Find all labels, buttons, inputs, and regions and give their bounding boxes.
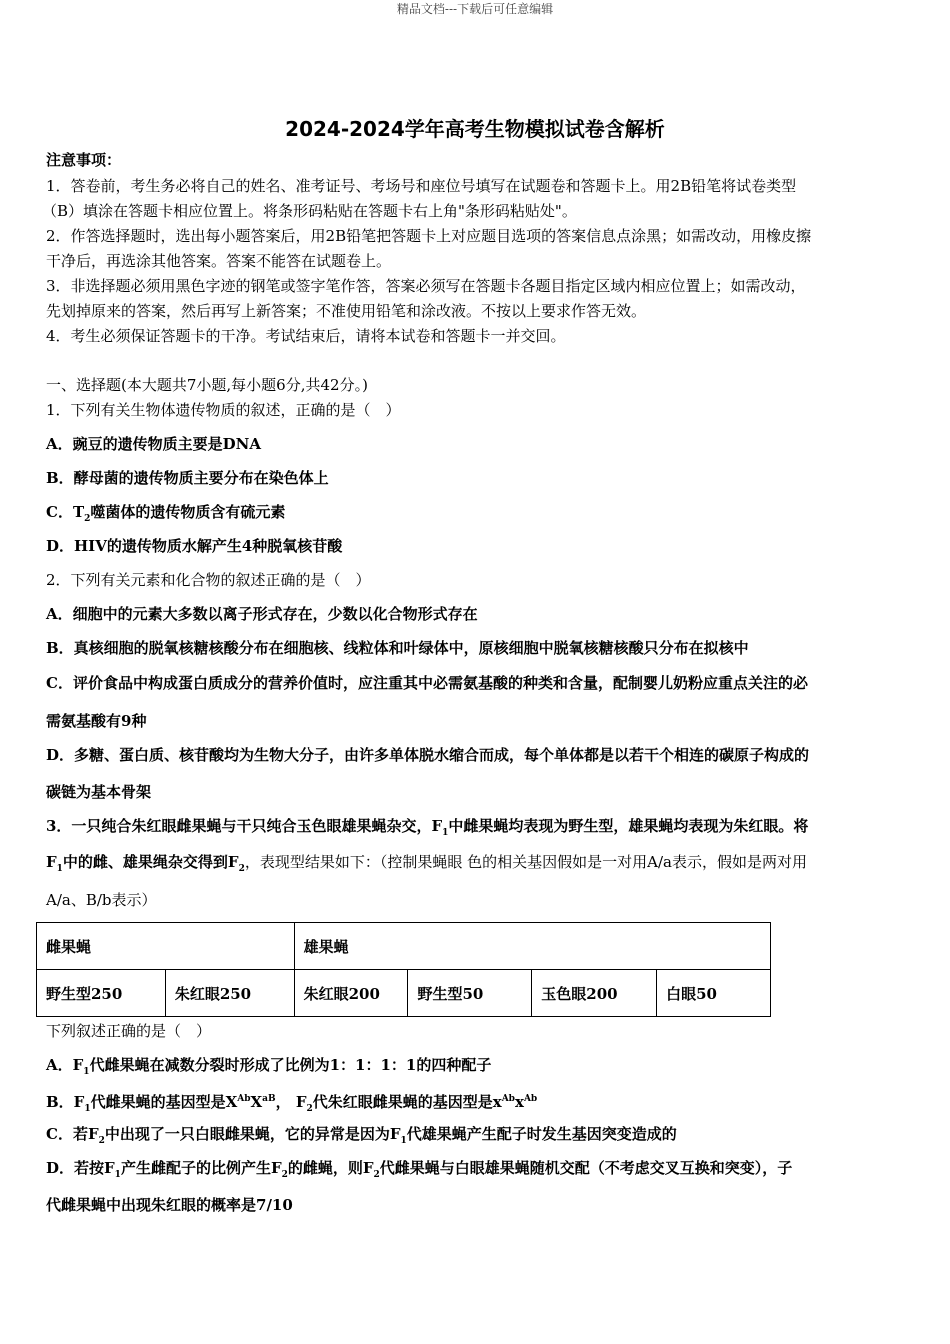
- q3-ask: 下列叙述正确的是（ ）: [46, 1022, 212, 1040]
- q3-stem-cont: A/a、B/b表示）: [46, 891, 157, 909]
- page-header: 精品文档---下载后可任意编辑: [396, 2, 554, 16]
- q2-option-a: A．细胞中的元素大多数以离子形式存在，少数以化合物形式存在: [46, 605, 478, 623]
- q2-option-c: C．评价食品中构成蛋白质成分的营养价值时，应注重其中必需氨基酸的种类和含量，配制婴儿奶粉应重点关注的必: [46, 674, 808, 692]
- q3-option-b: B．$F_1$代雌果蝇的基因型是$X^{Ab}X^{aB}$， $F_2$代朱红眼雌果蝇的基因型是$x^{Ab}x^{Ab}$: [46, 1093, 538, 1114]
- q2-stem: 2．下列有关元素和化合物的叙述正确的是（ ）: [46, 571, 371, 589]
- table-cell: 朱红眼250: [165, 970, 294, 1017]
- table-row: [37, 970, 771, 1017]
- q2-option-c-cont: 需氨基酸有9种: [46, 712, 147, 730]
- table-row: [37, 923, 771, 970]
- notice-line: 3．非选择题必须用黑色字迹的钢笔或签字笔作答，答案必须写在答题卡各题目指定区域内相应位置上；如需改动，: [46, 277, 806, 295]
- notice-line: 2．作答选择题时，选出每小题答案后，用2B铅笔把答题卡上对应题目选项的答案信息点涂黑；如需改动，用橡皮擦: [46, 227, 812, 245]
- q1-option-a: A．豌豆的遗传物质主要是DNA: [46, 435, 261, 453]
- q3-option-c: C．若$F_2$中出现了一只白眼雌果蝇，它的异常是因为$F_1$代雄果蝇产生配子时发生基因突变造成的: [46, 1125, 677, 1146]
- q3-option-d: D．若按$F_1$产生雌配子的比例产生$F_2$的雌蝇，则$F_2$代雌果蝇与白眼雄果蝇随机交配（不考虑交叉互换和突变），子: [46, 1159, 793, 1180]
- notice-line: 4．考生必须保证答题卡的干净。考试结束后，请将本试卷和答题卡一并交回。: [46, 327, 566, 345]
- table-cell: 野生型50: [408, 970, 532, 1017]
- table-cell: 野生型250: [37, 970, 166, 1017]
- notice-line: （B）填涂在答题卡相应位置上。将条形码粘贴在答题卡右上角"条形码粘贴处"。: [42, 202, 577, 220]
- results-table: [36, 922, 771, 1017]
- q1-option-d: D．HIV的遗传物质水解产生4种脱氧核苷酸: [46, 537, 343, 555]
- notice-line: 先划掉原来的答案，然后再写上新答案；不准使用铅笔和涂改液。不按以上要求作答无效。: [46, 302, 647, 320]
- table-cell: 白眼50: [657, 970, 771, 1017]
- q3-stem-cont: $F_1$中的雌、雄果绳杂交得到$F_2$，表现型结果如下：（控制果蝇眼 色的相关基因假如是一对用A/a表示，假如是两对用: [46, 853, 807, 874]
- q2-option-d: D．多糖、蛋白质、核苷酸均为生物大分子，由许多单体脱水缩合而成，每个单体都是以若干个相连的碳原子构成的: [46, 746, 810, 764]
- page-title: 2024-2024学年高考生物模拟试卷含解析: [285, 117, 665, 141]
- section-heading: 一、选择题(本大题共7小题,每小题6分,共42分。): [46, 376, 368, 394]
- q1-option-c: C．$T_2$噬菌体的遗传物质含有硫元素: [46, 503, 286, 524]
- q1-stem: 1．下列有关生物体遗传物质的叙述，正确的是（ ）: [46, 401, 401, 419]
- q3-option-d-cont: 代雌果蝇中出现朱红眼的概率是7/10: [46, 1196, 293, 1214]
- notice-heading: 注意事项：: [46, 151, 122, 169]
- female-header: 雌果蝇: [37, 923, 295, 970]
- table-cell: 朱红眼200: [294, 970, 408, 1017]
- table-cell: 玉色眼200: [532, 970, 657, 1017]
- male-header: 雄果蝇: [294, 923, 770, 970]
- q3-option-a: A．$F_1$代雌果蝇在减数分裂时形成了比例为1：1：1：1的四种配子: [46, 1056, 492, 1077]
- notice-line: 干净后，再选涂其他答案。答案不能答在试题卷上。: [46, 252, 392, 270]
- q1-option-b: B．酵母菌的遗传物质主要分布在染色体上: [46, 469, 329, 487]
- q2-option-d-cont: 碳链为基本骨架: [46, 783, 152, 801]
- notice-line: 1．答卷前，考生务必将自己的姓名、准考证号、考场号和座位号填写在试题卷和答题卡上。用2B铅笔将试卷类型: [46, 177, 797, 195]
- q2-option-b: B．真核细胞的脱氧核糖核酸分布在细胞核、线粒体和叶绿体中，原核细胞中脱氧核糖核酸只分布在拟核中: [46, 639, 749, 657]
- q3-stem: 3．一只纯合朱红眼雌果蝇与干只纯合玉色眼雄果蝇杂交，$F_1$中雌果蝇均表现为野生型，雄果蝇均表现为朱红眼。将: [46, 817, 809, 838]
